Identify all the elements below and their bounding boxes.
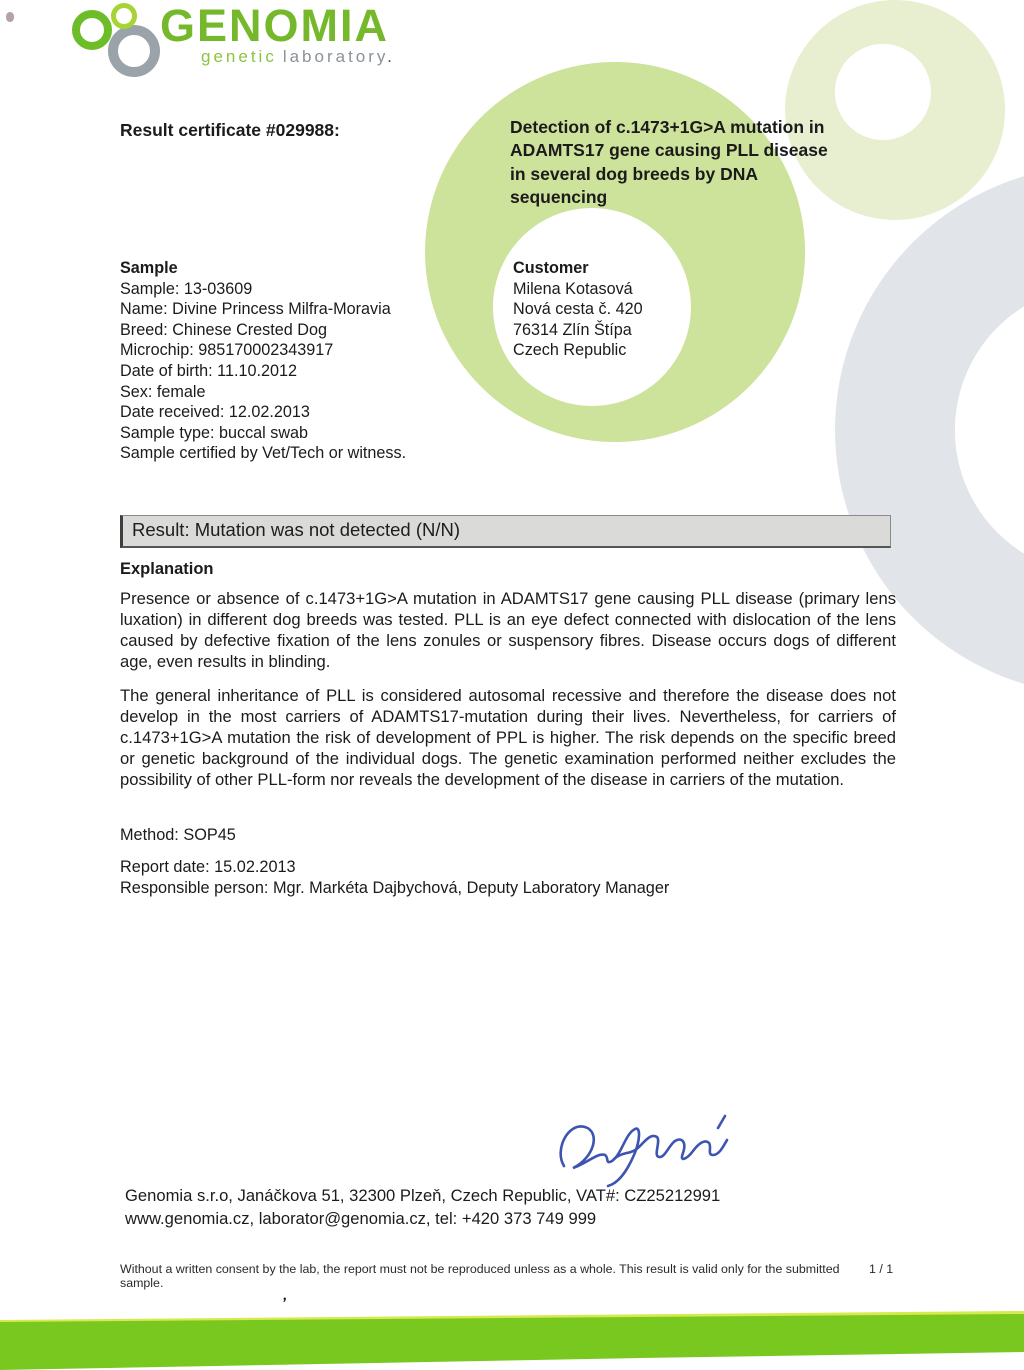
sample-id: Sample: 13-03609 [120, 279, 253, 298]
responsible-person-line: Responsible person: Mgr. Markéta Dajbychová, Deputy Laboratory Manager [120, 879, 670, 897]
explanation-paragraph-2: The general inheritance of PLL is considered autosomal recessive and therefore the disease does not develop in the most carriers of ADAMTS17-mutation during their lives. Nevertheless, for carriers of c.1473+1G>A mutation the risk of development of PPL is higher. The risk depends on the specific breed or genetic background of the individual dogs. The genetic examination performed neither excludes the possibility of other PLL-form nor reveals the development of the disease in carriers of the mutation. [120, 686, 896, 789]
customer-city: 76314 Zlín Štípa [513, 320, 632, 339]
tagline-genetic: genetic [201, 47, 277, 66]
logo-gray-ring-icon [108, 25, 160, 77]
explanation-paragraph-1: Presence or absence of c.1473+1G>A mutation in ADAMTS17 gene causing PLL disease (primary lens luxation) in different dog breeds was tested. PLL is an eye defect connected with dislocation of the lens caused by defective fixation of the lens zonules or suspensory fibres. Disease occurs dogs of different age, even results in blinding. [120, 589, 896, 671]
sample-breed: Breed: Chinese Crested Dog [120, 320, 327, 339]
sample-sex: Sex: female [120, 382, 206, 401]
method-line: Method: SOP45 [120, 826, 236, 844]
logo-brand-text: GENOMIA [160, 0, 390, 51]
footer-disclaimer: Without a written consent by the lab, the report must not be reproduced unless as a whole. This result is valid only for the submitted sample. [120, 1262, 840, 1290]
customer-country: Czech Republic [513, 341, 627, 360]
sample-name: Name: Divine Princess Milfra-Moravia [120, 300, 391, 319]
footer-address: Genomia s.r.o, Janáčkova 51, 32300 Plzeň, Czech Republic, VAT#: CZ25212991 [125, 1186, 721, 1205]
scan-speck [6, 12, 14, 22]
report-date-line: Report date: 15.02.2013 [120, 858, 296, 876]
signature [548, 1110, 733, 1192]
customer-street: Nová cesta č. 420 [513, 300, 643, 319]
sample-certified: Sample certified by Vet/Tech or witness. [120, 444, 407, 463]
customer-heading: Customer [513, 259, 589, 277]
sample-type: Sample type: buccal swab [120, 423, 309, 442]
footer-contacts: www.genomia.cz, laborator@genomia.cz, tel: +420 373 749 999 [125, 1209, 597, 1228]
signature-ink-icon [548, 1110, 733, 1192]
logo-big-ring-icon [72, 10, 112, 50]
bottom-green-band [0, 1314, 1024, 1370]
scan-mark: ’ [280, 1294, 288, 1313]
test-title: Detection of c.1473+1G>A mutation in ADAMTS17 gene causing PLL disease in several dog breeds by DNA sequencing [510, 117, 828, 208]
page-number: 1 / 1 [869, 1262, 894, 1276]
explanation-heading: Explanation [120, 560, 214, 578]
tagline-period: . [387, 47, 395, 66]
result-banner: Result: Mutation was not detected (N/N) [120, 515, 891, 548]
sample-microchip: Microchip: 985170002343917 [120, 341, 334, 360]
logo-tagline [201, 47, 395, 67]
customer-name: Milena Kotasová [513, 279, 633, 298]
customer-section [513, 258, 813, 361]
sample-date-of-birth: Date of birth: 11.10.2012 [120, 361, 297, 380]
sample-heading: Sample [120, 259, 178, 277]
certificate-number: Result certificate #029988: [120, 120, 340, 140]
sample-section [120, 258, 480, 464]
tagline-laboratory: laboratory [282, 47, 388, 66]
logo-small-ring-icon [111, 3, 137, 29]
letterhead [0, 0, 500, 90]
sample-date-received: Date received: 12.02.2013 [120, 403, 310, 422]
